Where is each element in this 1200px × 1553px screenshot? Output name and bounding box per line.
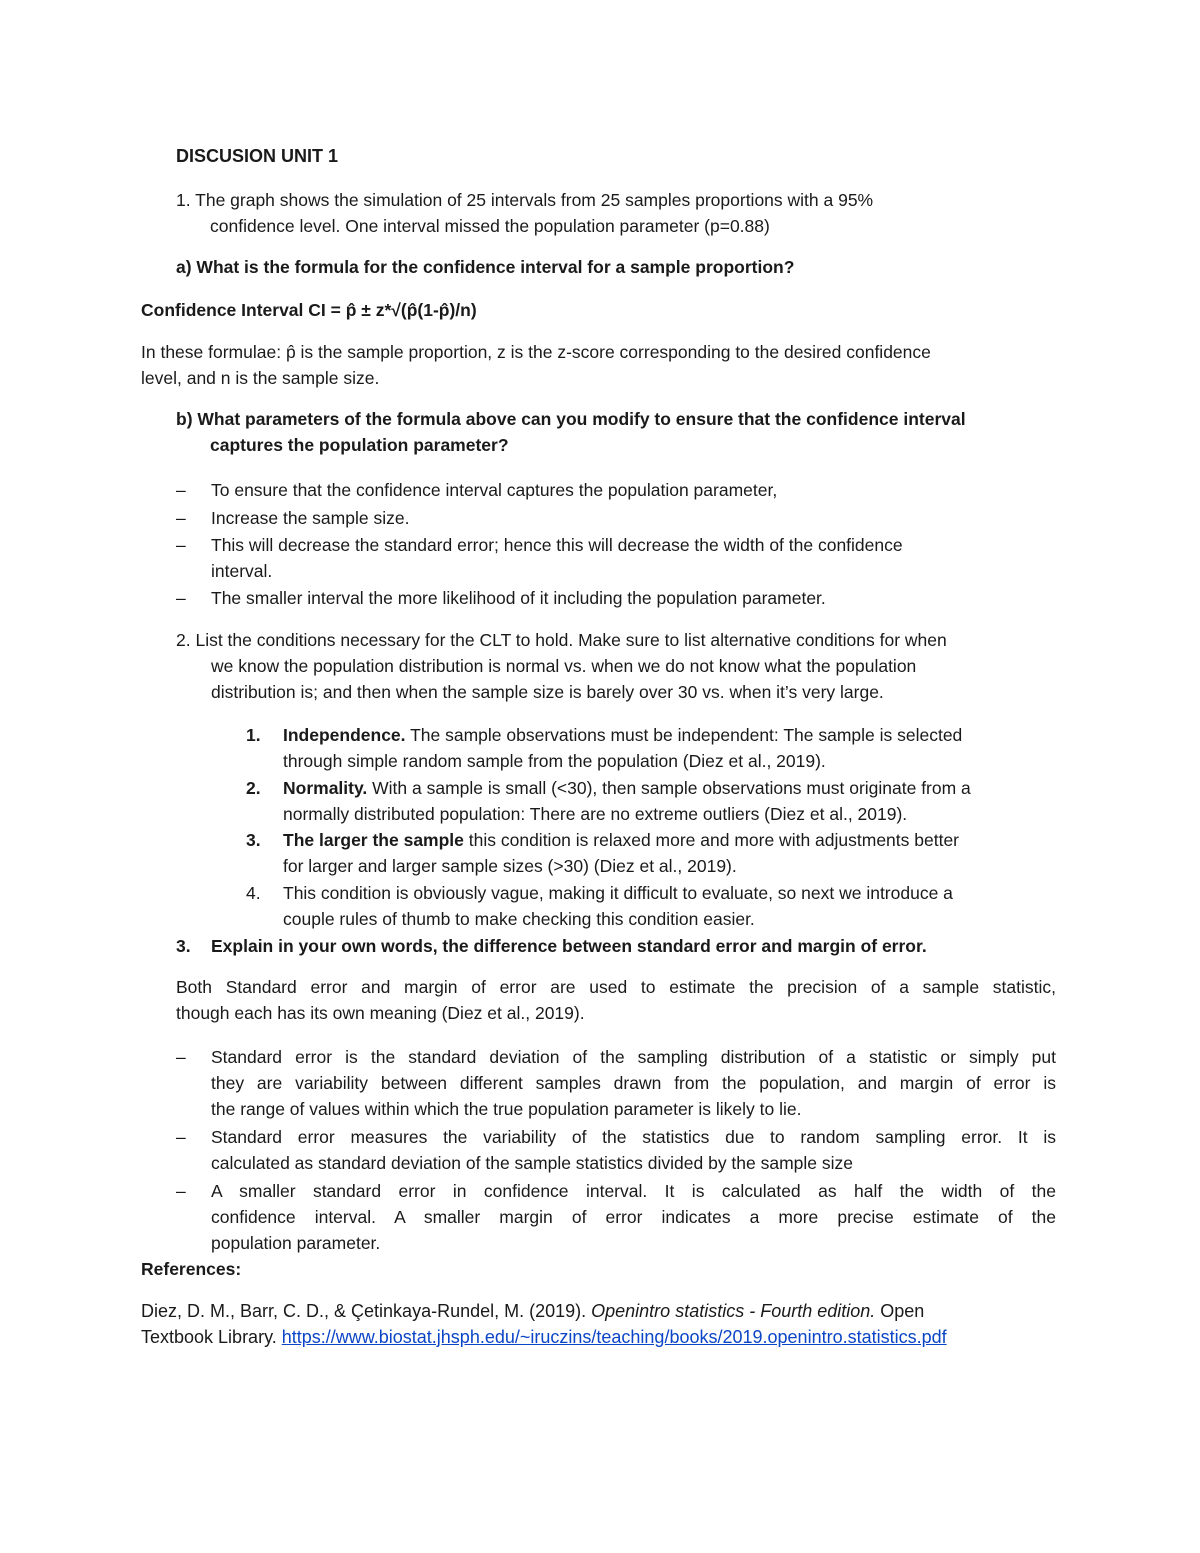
condition-number: 1. bbox=[246, 725, 261, 745]
reference-publisher: Open bbox=[875, 1301, 925, 1321]
list-item-continued: they are variability between different samples drawn from the population, and margin of error is bbox=[211, 1073, 1056, 1093]
condition-term: Normality. bbox=[283, 778, 368, 798]
list-item: A smaller standard error in confidence interval. It is calculated as half the width of the bbox=[211, 1181, 1056, 1201]
condition-item bbox=[283, 775, 971, 802]
condition-text: The sample observations must be independent: The sample is selected bbox=[405, 725, 963, 745]
q2-line-2: we know the population distribution is normal vs. when we do not know what the population bbox=[211, 656, 917, 676]
list-item-continued: calculated as standard deviation of the sample statistics divided by the sample size bbox=[211, 1153, 854, 1173]
list-dash: – bbox=[176, 1047, 186, 1067]
condition-text: With a sample is small (<30), then sample observations must originate from a bbox=[367, 778, 971, 798]
q1-line-2: confidence level. One interval missed the population parameter (p=0.88) bbox=[210, 216, 770, 236]
condition-term: Independence. bbox=[283, 725, 406, 745]
list-item-continued: population parameter. bbox=[211, 1233, 381, 1253]
reference-line-1 bbox=[141, 1298, 924, 1325]
q3-number: 3. bbox=[176, 936, 191, 956]
list-dash: – bbox=[176, 588, 186, 608]
condition-number: 3. bbox=[246, 830, 261, 850]
references-heading: References: bbox=[141, 1259, 242, 1279]
reference-publisher-cont: Textbook Library. bbox=[141, 1327, 282, 1347]
reference-url-link[interactable]: https://www.biostat.jhsph.edu/~iruczins/teaching/books/2019.openintro.statistics.pdf bbox=[281, 1327, 947, 1347]
reference-authors: Diez, D. M., Barr, C. D., & Çetinkaya-Rundel, M. (2019). bbox=[141, 1301, 592, 1321]
condition-number: 2. bbox=[246, 778, 261, 798]
q2-line-3: distribution is; and then when the sample size is barely over 30 vs. when it’s very large. bbox=[211, 682, 884, 702]
condition-item bbox=[283, 880, 953, 907]
reference-line-2 bbox=[141, 1324, 947, 1351]
condition-item-continued: through simple random sample from the population (Diez et al., 2019). bbox=[283, 751, 826, 771]
formula-note-line-1: In these formulae: p̂ is the sample proportion, z is the z-score corresponding to the desired confidence bbox=[141, 342, 931, 362]
condition-item-continued: couple rules of thumb to make checking this condition easier. bbox=[283, 909, 755, 929]
condition-item-continued: normally distributed population: There are no extreme outliers (Diez et al., 2019). bbox=[283, 804, 908, 824]
list-item: Increase the sample size. bbox=[211, 508, 410, 528]
formula-note-line-2: level, and n is the sample size. bbox=[141, 368, 380, 388]
list-item: This will decrease the standard error; hence this will decrease the width of the confidence bbox=[211, 535, 903, 555]
list-dash: – bbox=[176, 1181, 186, 1201]
condition-item bbox=[283, 722, 962, 749]
question-a: a) What is the formula for the confidence interval for a sample proportion? bbox=[176, 257, 795, 277]
page-title: DISCUSION UNIT 1 bbox=[176, 146, 339, 166]
list-item: The smaller interval the more likelihood of it including the population parameter. bbox=[211, 588, 826, 608]
list-item: To ensure that the confidence interval captures the population parameter, bbox=[211, 480, 778, 500]
list-dash: – bbox=[176, 480, 186, 500]
question-3: Explain in your own words, the difference between standard error and margin of error. bbox=[211, 936, 927, 956]
list-dash: – bbox=[176, 535, 186, 555]
condition-item-continued: for larger and larger sample sizes (>30) (Diez et al., 2019). bbox=[283, 856, 737, 876]
q2-line-1: 2. List the conditions necessary for the CLT to hold. Make sure to list alternative conditions for when bbox=[176, 630, 947, 650]
condition-text: this condition is relaxed more and more with adjustments better bbox=[463, 830, 960, 850]
question-b-line-2: captures the population parameter? bbox=[210, 435, 509, 455]
formula: Confidence Interval CI = p̂ ± z*√(p̂(1-p̂)/n) bbox=[141, 300, 477, 320]
list-dash: – bbox=[176, 508, 186, 528]
condition-item bbox=[283, 827, 959, 854]
list-item: Standard error measures the variability of the statistics due to random sampling error. It is bbox=[211, 1127, 1056, 1147]
q3-intro-line-2: though each has its own meaning (Diez et al., 2019). bbox=[176, 1003, 585, 1023]
condition-text: This condition is obviously vague, making it difficult to evaluate, so next we introduce a bbox=[283, 883, 953, 903]
q1-line-1: 1. The graph shows the simulation of 25 intervals from 25 samples proportions with a 95% bbox=[176, 190, 874, 210]
condition-number: 4. bbox=[246, 883, 261, 903]
reference-book-title: Openintro statistics - Fourth edition. bbox=[591, 1301, 876, 1321]
condition-term: The larger the sample bbox=[283, 830, 464, 850]
q3-intro-line-1: Both Standard error and margin of error are used to estimate the precision of a sample statistic, bbox=[176, 977, 1056, 997]
list-item-continued: the range of values within which the true population parameter is likely to lie. bbox=[211, 1099, 802, 1119]
list-item: Standard error is the standard deviation of the sampling distribution of a statistic or simply put bbox=[211, 1047, 1056, 1067]
list-dash: – bbox=[176, 1127, 186, 1147]
list-item-continued: confidence interval. A smaller margin of error indicates a more precise estimate of the bbox=[211, 1207, 1056, 1227]
list-item-continued: interval. bbox=[211, 561, 273, 581]
question-b-line-1: b) What parameters of the formula above can you modify to ensure that the confidence interval bbox=[176, 409, 966, 429]
